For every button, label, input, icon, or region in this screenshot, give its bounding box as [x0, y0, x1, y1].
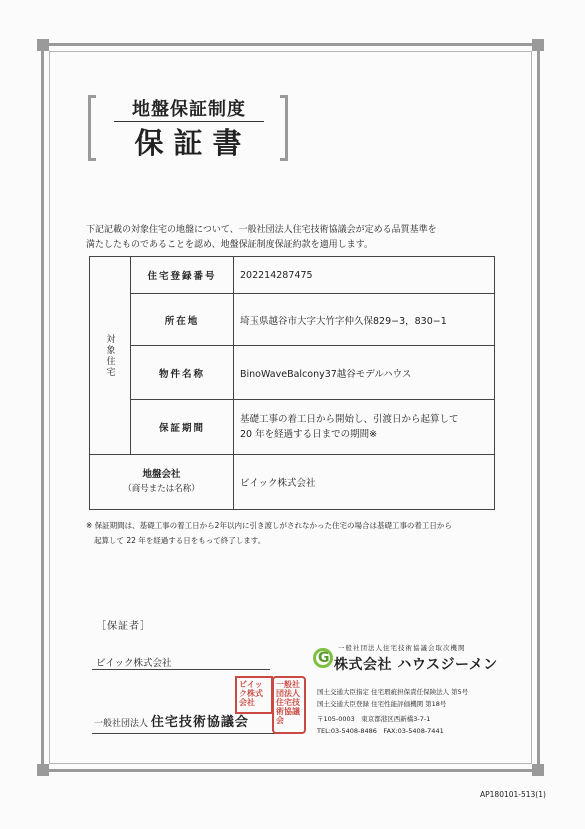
guarantee-period-line-2: 20 年を経過する日までの期間※: [240, 429, 378, 440]
table-row: [90, 294, 495, 346]
corner-ornament-tl: [37, 39, 49, 51]
value-guarantee-period: [234, 400, 495, 455]
title-bracket-right: [280, 95, 288, 161]
signature-line: [92, 733, 300, 734]
association-seal-text: 一般社団法人住宅技術協議会: [276, 680, 300, 725]
ground-company-label: 地盤会社: [142, 469, 181, 480]
agency-info-1: 国土交通大臣指定 住宅瑕疵担保責任保険法人 第5号: [317, 688, 469, 696]
table-row: [90, 455, 495, 510]
table-row: [90, 400, 495, 455]
intro-text: [86, 223, 506, 253]
property-table: [89, 256, 495, 510]
title-subheading: 地盤保証制度: [132, 99, 246, 120]
association-name: [94, 711, 249, 730]
document-code: AP180101-513(1): [480, 790, 546, 799]
label-registration-number: 住宅登録番号: [131, 257, 234, 294]
intro-line-1: 下記記載の対象住宅の地盤について、一般社団法人住宅技術協議会が定める品質基準を: [86, 225, 437, 235]
side-label: 対象住宅: [104, 333, 115, 378]
value-address: 埼玉県越谷市大字大竹字仲久保829−3，830−1: [234, 294, 495, 346]
association-title: 住宅技術協議会: [150, 715, 249, 730]
agency-address: 〒105-0003 東京都港区西新橋3-7-1: [317, 715, 431, 723]
agency-company-name: 株式会社 ハウスジーメン: [334, 657, 498, 673]
footnote-line-2: 起算して 22 年を経過する日をもって終了します。: [94, 536, 266, 545]
ground-company-sublabel: （商号または名称）: [123, 484, 200, 494]
title-block: [88, 91, 288, 167]
value-ground-company: ビイック株式会社: [234, 455, 495, 510]
page-title: 保証書: [134, 126, 252, 160]
label-property-name: 物件名称: [131, 346, 234, 400]
label-guarantee-period: 保証期間: [131, 400, 234, 455]
table-row: [90, 257, 495, 294]
association-prefix: 一般社団法人: [94, 719, 149, 729]
company-seal-text: ビイック株式会社: [239, 680, 263, 707]
logo-letter: G: [318, 650, 330, 666]
agency-info-2: 国土交通大臣登録 住宅性能評価機関 第18号: [317, 700, 447, 708]
guarantor-company: ビイック株式会社: [96, 658, 172, 669]
value-property-name: BinoWaveBalcony37越谷モデルハウス: [234, 346, 495, 400]
signature-line: [92, 669, 270, 670]
corner-ornament-br: [532, 764, 544, 776]
label-address: 所在地: [131, 294, 234, 346]
footnote-line-1: ※ 保証期間は、基礎工事の着工日から2年以内に引き渡しがされなかった住宅の場合は基礎工事の着工日から: [86, 521, 452, 530]
corner-ornament-bl: [37, 764, 49, 776]
guarantee-period-line-1: 基礎工事の着工日から開始し、引渡日から起算して: [240, 414, 459, 425]
guarantor-heading: ［保証者］: [96, 621, 151, 632]
footnote: [86, 518, 506, 548]
value-registration-number: 202214287475: [234, 257, 495, 294]
agency-phone: TEL:03-5408-8486 FAX:03-5408-7441: [317, 727, 444, 735]
title-bracket-left: [88, 95, 96, 161]
agency-label: 一般社団法人住宅技術協議会取次機関: [338, 644, 466, 652]
corner-ornament-tr: [532, 39, 544, 51]
label-ground-company: [90, 455, 234, 510]
table-row: [90, 346, 495, 400]
side-label-cell: [90, 257, 131, 455]
intro-line-2: 満たしたものであることを認め、地盤保証制度保証約款を適用します。: [86, 240, 373, 250]
